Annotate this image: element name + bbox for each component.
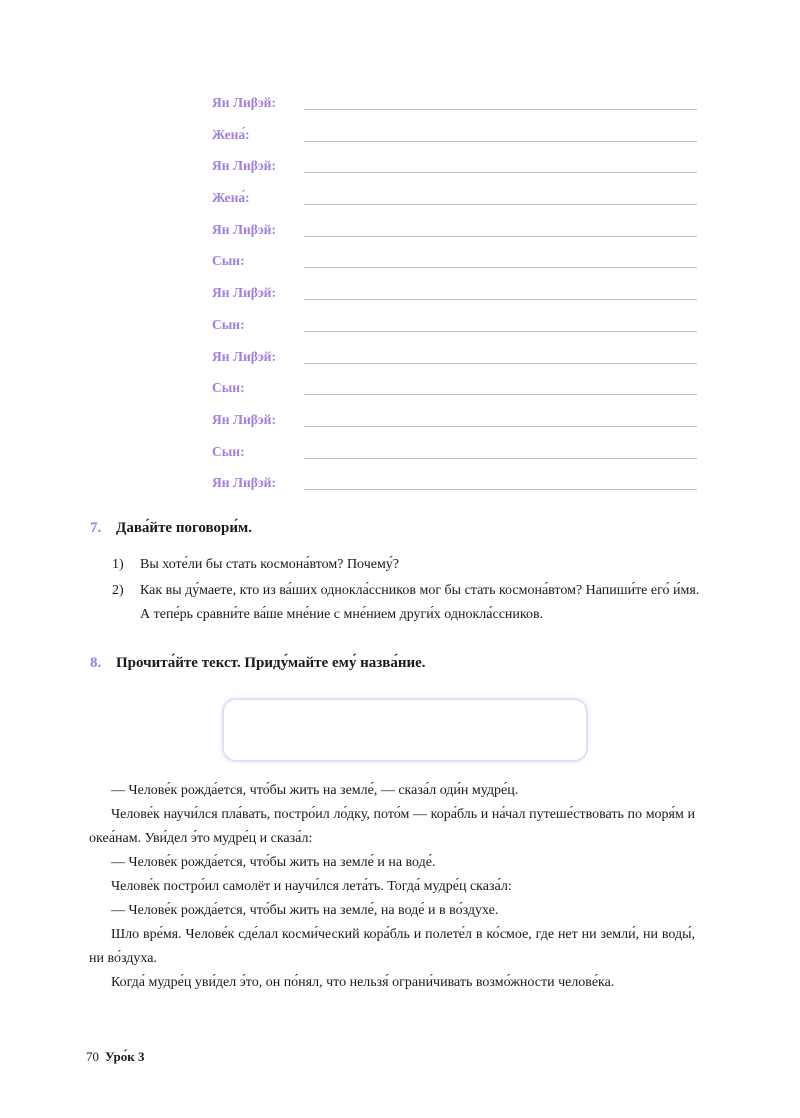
text-paragraph: Когда́ мудре́ц уви́дел э́то, он по́нял, что нельзя́ ограни́чивать возмо́жности челове́ка. xyxy=(111,975,615,990)
speaker-label: Ян Лиβэй: xyxy=(212,95,276,110)
dialog-row xyxy=(212,377,697,409)
speaker-label: Сын: xyxy=(212,253,245,269)
question-number: 2) xyxy=(112,583,124,598)
speaker-label: Сын: xyxy=(212,316,245,332)
speaker-label: Ян Лиβэй: xyxy=(212,475,276,491)
dialog-row xyxy=(212,409,697,441)
dialog-fill-in xyxy=(212,92,697,504)
answer-line[interactable] xyxy=(304,172,697,173)
answer-line[interactable] xyxy=(304,458,697,459)
dialog-row xyxy=(212,282,697,314)
answer-line[interactable] xyxy=(304,236,697,237)
question-number: 1) xyxy=(112,557,124,572)
speaker-label: Ян Лиβэй: xyxy=(212,411,276,427)
speaker-label: Ян Лиβэй: xyxy=(212,158,276,174)
answer-line[interactable] xyxy=(304,363,697,364)
exercise-number: 7. xyxy=(90,520,102,536)
answer-line[interactable] xyxy=(304,267,697,268)
dialog-row xyxy=(212,92,697,124)
text-paragraph: — Челове́к рожда́ется, что́бы жить на земле́, — сказа́л оди́н мудре́ц. xyxy=(111,783,519,798)
speaker-label: Ян Лиβэй: xyxy=(212,348,276,364)
text-paragraph: Челове́к научи́лся пла́вать, постро́ил ло́дку, пото́м — кора́бль и на́чал путеше́ствовать по моря́м и океа́нам. Уви́дел э́то мудре́ц и сказа́л: xyxy=(89,807,695,846)
exercise-7-heading xyxy=(90,520,252,537)
question-text: Вы хоте́ли бы стать космона́втом? Почему́? xyxy=(140,557,400,572)
answer-line[interactable] xyxy=(304,141,697,142)
question-text: Как вы ду́маете, кто из ва́ших однокла́ссников мог бы стать космона́втом? Напиши́те его́ и́мя. А тепе́рь сравни́те ва́ше мне́ние с мне́нием други́х однокла́ссников. xyxy=(140,583,700,622)
answer-line[interactable] xyxy=(304,204,697,205)
question-item xyxy=(112,579,702,627)
speaker-label: Ян Лиβэй: xyxy=(212,221,276,237)
answer-line[interactable] xyxy=(304,109,697,110)
exercise-title: Дава́йте поговори́м. xyxy=(116,520,252,536)
dialog-row xyxy=(212,472,697,504)
dialog-row xyxy=(212,441,697,473)
answer-line[interactable] xyxy=(304,489,697,490)
speaker-label: Жена́: xyxy=(212,126,250,142)
speaker-label: Сын: xyxy=(212,380,245,396)
dialog-row xyxy=(212,346,697,378)
exercise-8-heading xyxy=(90,655,426,672)
page-footer xyxy=(86,1049,144,1065)
dialog-row xyxy=(212,250,697,282)
text-paragraph: Челове́к постро́ил самолёт и научи́лся лета́ть. Тогда́ мудре́ц сказа́л: xyxy=(111,879,512,894)
lesson-label: Уро́к 3 xyxy=(105,1049,145,1064)
dialog-row xyxy=(212,124,697,156)
title-input-box[interactable] xyxy=(222,698,588,762)
page-number: 70 xyxy=(86,1049,99,1064)
question-item xyxy=(112,553,702,577)
question-list xyxy=(112,553,702,627)
text-paragraph: — Челове́к рожда́ется, что́бы жить на земле́ и на воде́. xyxy=(111,855,436,870)
exercise-title: Прочита́йте текст. Приду́майте ему́ назва́ние. xyxy=(116,655,426,671)
dialog-row xyxy=(212,219,697,251)
text-paragraph: — Челове́к рожда́ется, что́бы жить на земле́, на воде́ и в во́здухе. xyxy=(111,903,499,918)
speaker-label: Ян Лиβэй: xyxy=(212,285,276,301)
reading-text xyxy=(89,779,695,995)
answer-line[interactable] xyxy=(304,426,697,427)
answer-line[interactable] xyxy=(304,331,697,332)
answer-line[interactable] xyxy=(304,299,697,300)
speaker-label: Жена́: xyxy=(212,190,250,206)
dialog-row xyxy=(212,155,697,187)
exercise-number: 8. xyxy=(90,655,102,671)
text-paragraph: Шло вре́мя. Челове́к сде́лал косми́ческий кора́бль и полете́л в ко́смое, где нет ни земли́, ни воды́, ни во́здуха. xyxy=(89,927,695,966)
speaker-label: Сын: xyxy=(212,443,245,459)
answer-line[interactable] xyxy=(304,394,697,395)
dialog-row xyxy=(212,187,697,219)
dialog-row xyxy=(212,314,697,346)
